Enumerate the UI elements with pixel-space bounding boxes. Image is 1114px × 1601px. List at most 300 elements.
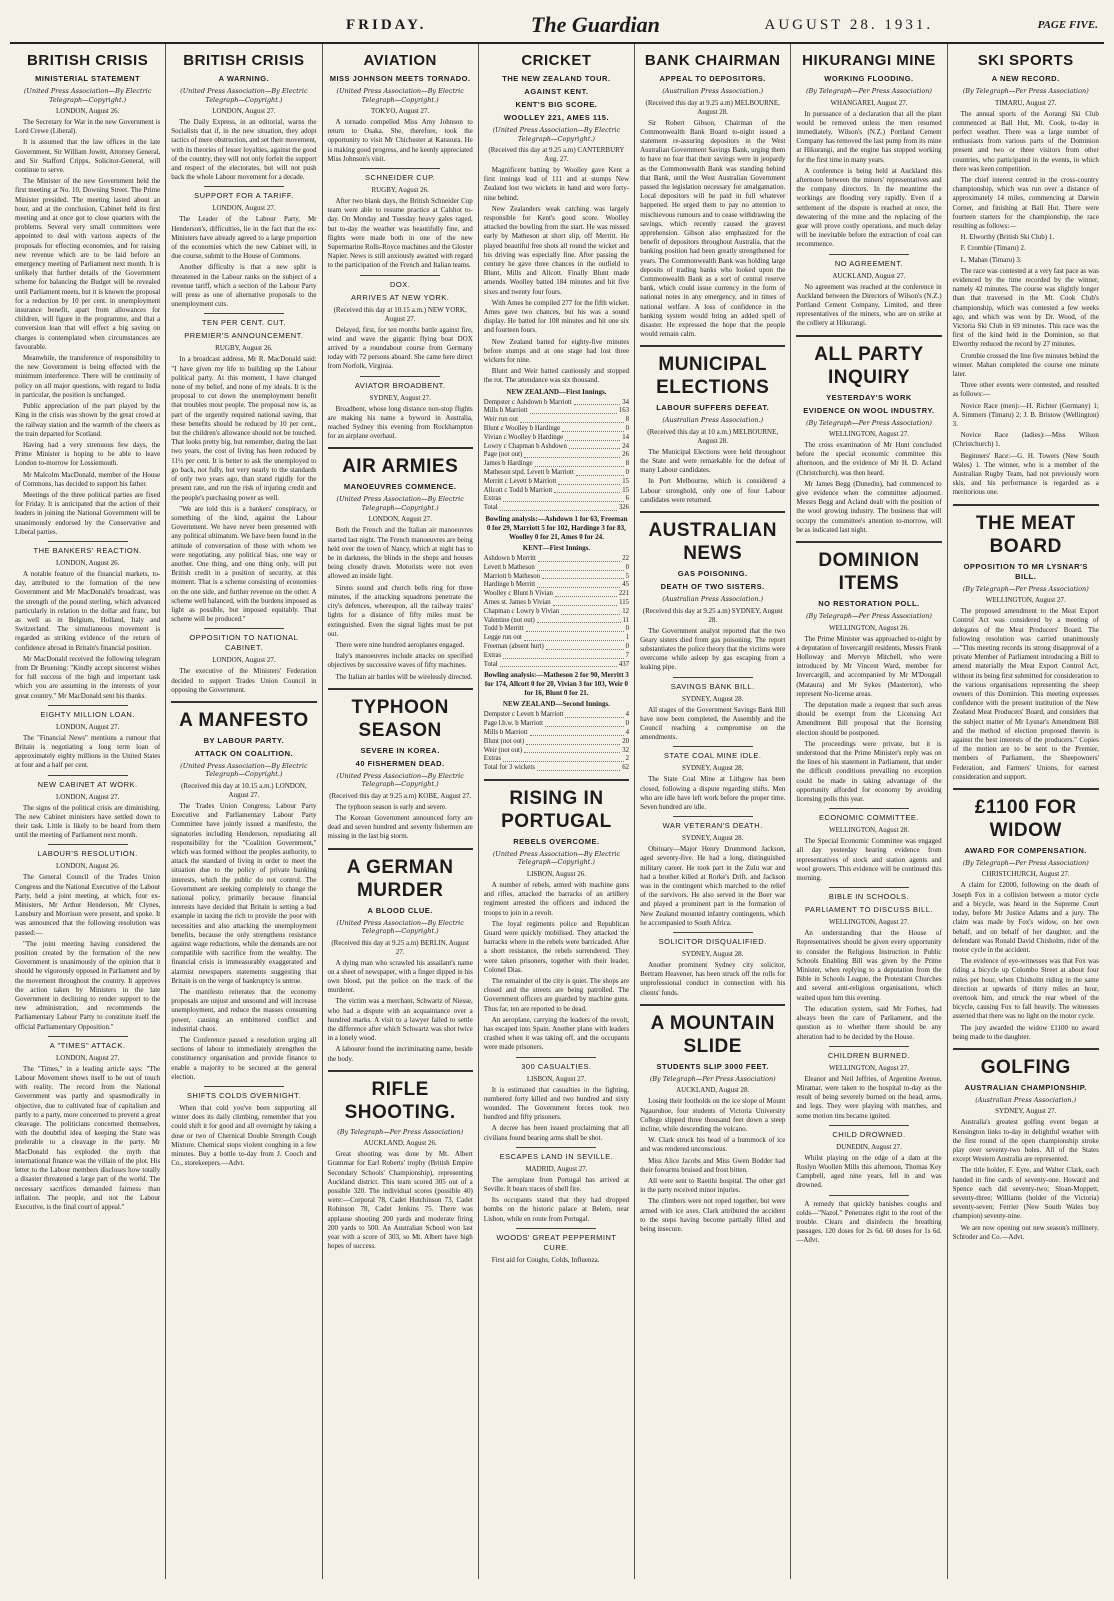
story-dateline: WHANGAREI, August 27. (830, 98, 908, 107)
score-row (484, 407, 629, 416)
masthead-day: FRIDAY. (346, 16, 427, 33)
leader-dots (569, 443, 620, 450)
story (953, 788, 1099, 1042)
story-subheading: NO RESTORATION POLL. (818, 599, 920, 609)
batsman: Mills b Marriott (483, 728, 528, 736)
story-dateline: RUGBY, August 26. (371, 186, 429, 195)
story (171, 313, 316, 624)
leader-dots (503, 755, 623, 762)
batsman: Allcott c Todd b Marriott (483, 486, 553, 494)
story-divider (796, 541, 941, 543)
runs: 4 (625, 711, 630, 719)
story (640, 816, 785, 928)
story-paragraph: Mr Malcolm MacDonald, member of the House of Commons, has decided to support his father. (15, 470, 161, 488)
score-row (484, 573, 629, 582)
story (484, 52, 629, 773)
story-divider (953, 788, 1099, 790)
story-headline: SKI SPORTS (977, 52, 1074, 69)
section-rule (204, 1086, 284, 1087)
story-dateline: (Received this day at 9.25 a.m) MELBOURNE, August 28. (645, 98, 780, 116)
story-subheading: SOLICITOR DISQUALIFIED. (658, 937, 767, 947)
story (171, 701, 316, 1082)
story-paragraph: Magnificent batting by Woolley gave Kent a first innings lead of 111 and at stumps New Zealand lost two wickets in hand and were forty-nine behind. (483, 166, 630, 202)
section-rule (829, 254, 909, 255)
story (796, 1125, 941, 1191)
story-paragraph: It is assumed that the law offices in the late Government, Sir William Jowitt, Attorney General, and Sir Stafford Cripps, Solicitor-General, will continue to serve. (15, 138, 161, 175)
score-row (484, 555, 629, 564)
score-heading: Bowling analysis:—Ashdown 1 for 63, Freeman 0 for 29, Marriott 5 for 102, Hardinge 3 for 83, Woolley 0 for 21, Ames 0 for 24. (485, 515, 628, 542)
score-row (484, 599, 629, 608)
score-row (484, 643, 629, 652)
runs: 6 (625, 495, 630, 503)
story-subheading: A BLOOD CLUE. (367, 905, 433, 915)
story-credit: (By Telegraph—Per Press Association) (337, 1127, 464, 1136)
story-dateline: WELLINGTON, August 28. (828, 826, 909, 835)
story-headline: BRITISH CRISIS (27, 52, 149, 69)
story-paragraph: The State Coal Mine at Lithgow has been closed, following a dispute regarding shifts. Men who are idle have left work before the proper time. Seven hundred are idle. (640, 775, 786, 812)
story-headline: TYPHOON SEASON (351, 696, 449, 741)
leader-dots (503, 495, 623, 502)
story (15, 52, 160, 537)
story-dateline: SYDNEY, August 27. (995, 1107, 1057, 1116)
story (796, 1046, 941, 1121)
score-heading: NEW ZEALAND—Second Innings. (502, 700, 610, 709)
story-dateline: SYDNEY, August 28. (682, 834, 744, 843)
runs: 34 (622, 398, 630, 406)
section-rule (48, 775, 128, 776)
story-credit: (By Telegraph—Per Press Association) (962, 858, 1089, 867)
story-paragraph: Both the French and the Italian air manoeuvres started last night. The French manoeuvres are being held over the town of Nancy, which at night has to be in darkness, the blinds in the shops and houses being closely drawn. Motorists were not even allowed an inside light. (327, 526, 473, 581)
runs: 26 (622, 451, 630, 459)
leader-dots (535, 460, 624, 467)
leader-dots (524, 634, 624, 641)
runs: 115 (619, 599, 630, 607)
story-credit: (By Telegraph—Per Press Association) (805, 87, 932, 95)
leader-dots (542, 573, 624, 580)
score-row (484, 564, 629, 573)
score-row (484, 634, 629, 643)
story-paragraph: The Trades Union Congress, Labour Party Executive and Parliamentary Labour Party Committee have jointly issued a manifesto, the signatories including Henderson, repudiating all responsibility for the "Coalition Government," which was formed without the peoples authority, to attack the standard of living in order to meet the situation due to the policy of private banking interests, which the public do not control. The Government are seeking completely to change the national policy, primarily because financial interests have decided that Britain is setting a bad example in taxing the rich to provide the poor with necessities and also attacking the unemployment benefits, because the only strengthens resistance against wage reductions, while the demands are not compatible with sacrifice from the wealthy. The financial crisis is immeasurably exaggerated and alarmist newspapers statements suggesting that Britain is on the verge of bankruptcy is untrue. (171, 801, 317, 985)
story-dateline: AUCKLAND, August 28. (676, 1086, 750, 1095)
story-paragraph: All were sent to Raetihi hospital. The other girl in the party received minor injuries. (640, 1177, 786, 1195)
leader-dots (565, 711, 623, 718)
section-rule (204, 628, 284, 629)
story-subheading: A WARNING. (218, 74, 270, 83)
column-4 (479, 44, 635, 1579)
batsman: James b Hardinge (483, 460, 533, 468)
story-headline: £1100 FOR WIDOW (974, 796, 1077, 841)
story (796, 808, 941, 883)
story-divider (328, 688, 473, 690)
story-paragraph: A claim for £2000, following on the death of Joseph Fox in a collision between a motor cycle and a bicycle, was heard in the Supreme Court today, before Mr Justice Adams and a jury. The claim was made by Fox's widow, on her own behalf, and on behalf of her daughter, and the defendant was Ronald David Chisholm, rider of the motor cycle in the accident. (952, 881, 1099, 954)
runs: 2 (625, 755, 630, 763)
masthead-title: The Guardian (530, 12, 660, 37)
leader-dots (546, 643, 624, 650)
masthead-date: AUGUST 28. 1931. (764, 16, 934, 33)
story-paragraph: New Zealand batted for eighty-five minutes before stumps and at one stage had lost three wickets for nine. (483, 337, 630, 365)
runs: 11 (622, 616, 630, 624)
story-dateline: RUGBY, August 26. (215, 344, 273, 353)
score-row (484, 581, 629, 590)
section-rule (673, 932, 753, 933)
story-divider (953, 504, 1099, 506)
story-credit: (United Press Association—By Electric Telegraph—Copyright.) (492, 126, 621, 143)
story-paragraph: When that cold you've been supporting all winter does its daily climbing, remember that you could shift it for good and all overnight by taking a dose or two of Chernical Double Strength Cough Mixture. Chemical stops violent coughing in a few minutes. Buy a bottle to-day from J. Cooch and Co., storekeepers.—Advt. (171, 1104, 317, 1168)
batsman: Freeman (absent hurt) (483, 643, 544, 650)
story-paragraph: In pursuance of a declaration that all the plant would be removed unless the men resumed immediately, Wilson's (N.Z.) Portland Cement Company has removed the last pump from its mine at Hikurangi, and the engine has stopped working for the first time in many years. (796, 109, 942, 164)
story-subheading: 300 CASUALTIES. (521, 1061, 592, 1071)
column-1 (10, 44, 166, 1579)
story-paragraph: It is estimated that casualties in the fighting, numbered forty killed and two hundred and sixty wounded. The Government forces took two hundred and fifty prisoners. (483, 1085, 630, 1122)
leader-dots (537, 617, 621, 624)
story-paragraph: New Zealanders weak catching was largely responsible for Kent's good score. Woolley attacked the bowling from the start. He was missed early by Matheson at short slip, off Merritt. He played beautiful free shots all round the wicket and his driving was especially fine. After passing the century he gave three chances in the outfield to Blunt, Mills and Allcott. Finally Blunt made amends. Woolley batted 184 minutes and hit five sixes and twenty four fours. (483, 204, 630, 296)
batsman: Mills b Marriott (483, 407, 528, 415)
story-credit: (United Press Association—By Electric Telegraph—Copyright.) (336, 495, 464, 512)
story-dateline: LONDON, August 26. (55, 862, 120, 871)
story-subheading: SEVERE IN KOREA. (360, 745, 440, 755)
leader-dots (530, 729, 624, 736)
story-headline: BANK CHAIRMAN (644, 52, 781, 69)
story (15, 541, 160, 701)
story-divider (328, 848, 473, 850)
score-row (484, 469, 629, 478)
score-row (484, 738, 629, 747)
runs: 12 (622, 607, 630, 615)
story-paragraph: The proceedings were private, but it is understood that the Prime Minister's reply was on the lines of his statement in Parliament, that under the difficult conditions prevailing no exception could be made in taking advantage of the opportunity afforded for economy by avoiding licensing polls this year. (796, 739, 942, 804)
story-divider (640, 345, 785, 347)
story-subheading: WAR VETERAN'S DEATH. (662, 821, 763, 831)
story-paragraph: The Italian air battles will be wirelessly directed. (335, 672, 473, 681)
story-dateline: WELLINGTON, August 27. (828, 430, 909, 439)
story-dateline: LISBON, August 27. (526, 1074, 586, 1083)
story-paragraph: A tornado compelled Miss Amy Johnson to return to Osaka. She, therefore, took the opportunity to visit Mr Chichester at Katsuura. He is making good progress, and he keenly appreciated Miss Johnson's visit. (327, 118, 473, 163)
story-subheading: SCHNEIDER CUP. (365, 173, 436, 183)
story-subheading: DOX. (389, 279, 411, 289)
column-7 (948, 44, 1104, 1579)
runs: 15 (622, 477, 630, 485)
story-paragraph: The Special Economic Committee was engaged all day yesterday hearing evidence from representatives of stock and station agents and wool growers. This evidence will be continued this morning. (796, 837, 942, 883)
runs: 7 (625, 651, 630, 659)
runs: 437 (618, 660, 630, 668)
story-dateline: LONDON, August 27. (212, 107, 276, 115)
story-divider (796, 335, 941, 337)
story-paragraph: The signs of the political crisis are diminishing. The new Cabinet ministers have settled down to their task. Little is likely to be heard from them until the meeting of Parliament next month. (15, 803, 161, 840)
story-paragraph: Obituary—Major Henry Drummond Jackson, aged seventy-five. He had a long, distinguished military career. He took part in the Zulu war and had a brother killed at Rorke's Drift. and Jackson was in the contingent which marched to the relief of the survivors. He also served in the Boer war and played a prominent part in the formation of New Zealand mounted infantry contingents, which he accompanied to South Africa. (640, 845, 786, 927)
score-row (484, 487, 629, 496)
story (328, 168, 473, 271)
story-divider (171, 701, 316, 703)
runs: 163 (618, 407, 630, 415)
story-paragraph: Italy's manoeuvres include attacks on specified objectives by successive waves of fifty machines. (327, 652, 473, 670)
score-row (484, 443, 629, 452)
score-row (484, 608, 629, 617)
runs: 0 (625, 425, 630, 433)
score-row (484, 460, 629, 469)
score-heading: NEW ZEALAND—First Innings. (506, 387, 607, 396)
story-divider (328, 1070, 473, 1072)
leader-dots (574, 399, 621, 406)
story-paragraph: The victim was a merchant, Schwartz of Niesse, who had a dispute with an acquaintance over a hundred marks. A visit to a lawyer failed to settle the difference after which Schwartz was shot twice in a lonely wood. (327, 997, 473, 1043)
story-dateline: (Received this day at 9.25 a.m) SYDNEY, August 28. (642, 606, 783, 624)
story-paragraph: The Korean Government announced forty are dead and seven hundred and seventy fishermen are missing in the last big storm. (327, 813, 473, 841)
masthead (10, 8, 1104, 44)
story-paragraph: The proposed amendment to the Meat Export Control Act was considered by a meeting of delegates of the Meat Producers' Board. The following resolution was carried unanimously—"This meeting records its strong disapproval of a private Member of Parliament introducing a Bill to amend materially the Meat Export Control Act, without its being first submitted for consideration to the various organisations representing the sheep owners of this Dominion. This meeting expresses confidence with the present institution of the New Zealand Meat Producers' Board, and considers that the subject matter of Mr Lysnar's Amendment Bill and the method of election proposed therein is against the best interests of the producers." Copies of the motion are to be sent to the Premier, members of Parliament, the Sheepowners' Federation, and Farmers' Unions, for earnest consideration and support. (952, 607, 1099, 781)
story-paragraph: Having had a very strenuous few days, the Prime Minister is hoping to be able to leave London to-morrow for Lossiemouth. (15, 440, 161, 468)
section-rule (673, 677, 753, 678)
story-subheading: ECONOMIC COMMITTEE. (819, 813, 919, 823)
story-paragraph: The deputation made a request that such areas should be exempt from the Licensing Act Amendment Bill proposal that the licensing election should be postponed. (796, 701, 942, 737)
leader-dots (561, 608, 620, 615)
story-subheading: TEN PER CENT. CUT. (201, 318, 286, 328)
story-credit: (United Press Association—By Electric Telegraph—Copyright.) (492, 849, 621, 867)
story-headline: MUNICIPAL ELECTIONS (656, 354, 770, 399)
story-credit: (United Press Association—By Electric Telegraph—Copyright.) (23, 87, 152, 104)
runs: 5 (625, 572, 630, 580)
score-row (484, 729, 629, 738)
story-paragraph: We are now opening out new season's millinery. Schroder and Co.—Advt. (952, 1223, 1099, 1241)
story-paragraph: Three other events were contested, and resulted as follows:— (952, 381, 1099, 399)
story-paragraph: There were nine hundred aeroplanes engaged. (335, 640, 465, 649)
story-paragraph: An aeroplane, carrying the leaders of the revolt, has escaped into Spain. Another plane with leaders crashed when it was taking off, and the occupants were made prisoners. (483, 1015, 630, 1052)
story-paragraph: Novice Race (ladies):—Miss Wilson (Christchurch) 1. (952, 431, 1099, 449)
story-headline: RIFLE SHOOTING. (344, 1078, 456, 1123)
story (328, 848, 473, 1064)
story-paragraph: Another difficulty is that a new split is threatened in the Labour ranks on the subject of a revenue tariff, which a section of the Labour Party will press as one of alternative proposals to the unemployment cuts. (171, 263, 317, 309)
story-divider (328, 447, 473, 449)
story-paragraph: H. Elworthy (British Ski Club) 1. (960, 233, 1055, 242)
batsman: Ashdown b Merritt (483, 555, 536, 563)
story-paragraph: The cross examination of Mr Hunt concluded before the special economic committee this afternoon, and the evidence of Mr H. D. Acland (Christchurch), was then heard. (796, 441, 942, 477)
story-dateline: LONDON, August 27. (55, 1053, 120, 1062)
story-headline: AVIATION (363, 52, 437, 69)
story-paragraph: Mr James Begg (Dunedin), had commenced to give evidence when the committee adjourned. Messrs Begg and Acland dealt with the position of the wool growing industry. The business that will occupy the committee's attention to-morrow, will be as indicated last night. (796, 479, 942, 534)
story (15, 844, 160, 1031)
batsman: Total (483, 504, 498, 512)
batsman: Vivian c Woolley b Hardinge (483, 433, 564, 441)
story-subheading: BY LABOUR PARTY. (203, 735, 285, 745)
story (171, 1086, 316, 1168)
story-subheading: AGAINST KENT. (524, 87, 589, 96)
story-subheading: AUSTRALIAN CHAMPIONSHIP. (964, 1082, 1087, 1092)
story-subheading: EIGHTY MILLION LOAN. (40, 709, 135, 719)
leader-dots (524, 747, 620, 754)
story-headline: A MOUNTAIN SLIDE (650, 1012, 775, 1057)
story-paragraph: The chief interest centred in the cross-country championship, which was run over a distance of approximately 14 miles, commencing at Darwin Corner, and finishing at Ball Hut. There were fourteen starters for the championship, the race resulting as follows:— (952, 175, 1099, 230)
runs: 1 (625, 634, 630, 642)
column-3 (323, 44, 479, 1579)
story (796, 52, 941, 250)
section-rule (673, 816, 753, 817)
story-paragraph: The executive of the Ministers' Federation decided to support Trades Union Council in opposing the Government. (171, 667, 317, 694)
score-row (484, 425, 629, 434)
story-divider (640, 511, 785, 513)
score-row (484, 764, 629, 773)
leader-dots (538, 555, 620, 562)
runs: 8 (625, 460, 630, 468)
story-paragraph: All stages of the Government Savings Bank Bill have now been completed, the Assembly and the Council reaching a compromise on the amendments. (640, 705, 786, 742)
story-credit: (Australian Press Association.) (662, 416, 764, 425)
story-subheading: BIBLE IN SCHOOLS. (828, 892, 910, 902)
story-dateline: (Received this day at 9.25 a.m) KOBE, August 27. (329, 791, 472, 800)
story-dateline: LONDON, August 26. (55, 558, 120, 567)
story (640, 511, 785, 673)
leader-dots (526, 625, 624, 632)
story-dateline: LISBON, August 26. (526, 869, 586, 878)
batsman: Woolley c Blunt b Vivian (483, 590, 553, 598)
story-dateline: (Received this day at 9.25 a.m) BERLIN, August 27. (331, 938, 469, 956)
story-credit: (United Press Association—By Electric Telegraph—Copyright.) (180, 761, 308, 779)
story-paragraph: The Prime Minister was approached to-night by a deputation of Invercargill residents, Messrs Frank Holloway and Mervyn Mitchell, who were introduced by Mr Vincent Ward, member for Invercargill, and accompanied by Mr M'Dougall (Mataura) and Mr Sykes (Masterton), who represent No-license areas. (796, 634, 942, 698)
story-paragraph: Whilst playing on the edge of a dam at the Roslyn Woollen Mills this afternoon, Thomas Key Campbell, aged nine years, fell in and was drowned. (796, 1153, 942, 1190)
score-row (484, 617, 629, 626)
story-dateline: LONDON, August 27. (55, 722, 120, 731)
score-row (484, 747, 629, 756)
story-paragraph: Meetings of the three political parties are fixed for Friday. It is anticipated that the action of their leaders in joining the National Government will be unanimously endorsed by the Conservative and Liberal parties. (15, 490, 161, 536)
story (640, 52, 785, 339)
story-paragraph: A decree has been issued proclaiming that all civilians found bearing arms shall be shot. (483, 1124, 630, 1142)
runs: 45 (622, 581, 630, 589)
story-paragraph: Beginners' Race:—G. H. Towers (New South Wales) 1. The winner, who is a member of the Australian Rugby Team, had not previously worn skis, and his performance is regarded as a meritorious one. (952, 451, 1099, 497)
story-paragraph: After two blank days, the British Schneider Cup team were able to resume practice at Calshot to-day. On Monday and Tuesday heavy gales raged, but to-day the weather was beautifully fine, and flights were made both in one of the new Supermarine Rolls-Royce machines and the Gloster Napier. News is still anxiously awaited with regard to the participation of the French and Italian teams. (327, 197, 473, 270)
story-dateline: MADRID, August 27. (525, 1164, 588, 1173)
story (328, 52, 473, 164)
story-subheading: YESTERDAY'S WORK (826, 392, 912, 402)
score-row (484, 451, 629, 460)
section-rule (48, 1036, 128, 1037)
story-dateline: (Received this day at 10.15 a.m.) NEW YORK, August 27. (333, 305, 467, 323)
story (484, 1228, 629, 1265)
section-rule (360, 275, 440, 276)
story-paragraph: Eleanor and Neil Jeffries, of Argentine Avenue, Miramar, were taken to the hospital to-day as the result of being severely burned on the head, arms, and legs. They were playing with matches, and some motion tins became ignited. (796, 1074, 942, 1120)
story-paragraph: The aeroplane from Portugal has arrived at Seville. It bears traces of shell fire. (483, 1175, 630, 1194)
story-dateline: SYDNEY, August 28. (682, 950, 744, 959)
score-row (484, 755, 629, 764)
story-credit: (United Press Association—By Electric Telegraph—Copyright.) (336, 771, 464, 789)
batsman: Extras (483, 755, 502, 763)
runs: 326 (618, 504, 630, 512)
story-paragraph: Its occupants stated that they had dropped bombs on the historic palace at Belem, near Lisbon, while en route from Portugal. (483, 1196, 630, 1223)
story-paragraph: Another prominent Sydney city solicitor, Bertram Heavener, has been struck off the rolls for unprofessional conduct in connection with his clients' funds. (640, 961, 786, 997)
story-subheading: LABOUR'S RESOLUTION. (37, 849, 138, 859)
story-paragraph: An understanding that the House of Representatives should be given every opportunity to consider the Religious Instruction in Public Schools Enabling Bill was given by the Prime Minister, when replying to a deputation from the Bible in Schools League, the Protestant Churches and several anti-religious organisations, which waited upon him this evening. (796, 929, 942, 1002)
story-subheading: NEW CABINET AT WORK. (37, 779, 138, 789)
story-headline: AUSTRALIAN NEWS (648, 520, 777, 565)
column-6 (791, 44, 947, 1579)
story-paragraph: With Ames he compiled 277 for the fifth wicket. Ames gave two chances, but his was a sound display. He batted for 108 minutes and hit one six and fourteen fours. (483, 298, 630, 335)
story (796, 1195, 941, 1246)
runs: 24 (622, 442, 630, 450)
story (328, 275, 473, 372)
story-paragraph: The Minister of the new Government held the first meeting at No. 10, Downing Street. The Prime Minister presided. The meeting lasted about an hour, and at the conclusion, Cabinet held its first meeting and at once got to close quarters with the problems. Several very small committees were appointed to deal with various aspects of the proposals for effecting economies, and for raising new revenue which are to be laid before an emergency meeting of Parliament next month. It is unlikely that further details of the Government scheme for balancing the Budget will be revealed until Parliament meets, but it is known the proposal for a reduction by 10 per cent. in unemployment insurance benefit, apart from allowances for children, will figure in the programme, and that a conversion loan that will effect a big saving on charges is contemplated when circumstances are favourable. (15, 177, 161, 351)
column-2 (166, 44, 322, 1579)
story-paragraph: The Secretary for War in the new Government is Lord Crewe (Liberal). (15, 118, 161, 136)
story-subheading: APPEAL TO DEPOSITORS. (659, 74, 766, 83)
story-subheading: STATE COAL MINE IDLE. (663, 751, 762, 761)
story-headline: A GERMAN MURDER (346, 856, 454, 901)
story-subheading: A NEW RECORD. (991, 74, 1060, 83)
story-subheading: ESCAPES LAND IN SEVILLE. (499, 1151, 614, 1161)
story-subheading: LABOUR SUFFERS DEFEAT. (656, 403, 770, 413)
story-dateline: CHRISTCHURCH, August 27. (981, 870, 1070, 879)
story-paragraph: Miss Alice Jacobs and Miss Gwen Bodder had their forearms bruised and frost bitten. (640, 1156, 786, 1174)
batsman: Ames st. James b Vivian (483, 599, 551, 607)
batsman: Hardinge b Merritt (483, 581, 536, 589)
batsman: Matheson stpd. Levett b Marriott (483, 469, 574, 477)
story-paragraph: Meanwhile, the transference of responsibility to the new Government is being effected with the minimum interference. There will be continuity of policy on all major questions, with regard to India in particular, the position is unchanged. (15, 354, 161, 399)
story-credit: (By Telegraph—Per Press Association) (962, 584, 1089, 593)
story-subheading: EVIDENCE ON WOOL INDUSTRY. (803, 405, 935, 415)
leader-dots (553, 599, 617, 606)
runs: 8 (625, 416, 630, 424)
story-subheading: 40 FISHERMEN DEAD. (355, 758, 445, 768)
story-dateline: LONDON, August 27. (368, 515, 432, 524)
story-subheading: GAS POISONING. (677, 569, 748, 579)
leader-dots (526, 738, 620, 745)
section-rule (360, 376, 440, 377)
runs: 0 (625, 469, 630, 477)
story-dateline: AUCKLAND, August 26. (363, 1139, 437, 1148)
story-paragraph: A labourer found the incriminating name, beside the body. (327, 1045, 473, 1063)
runs: 32 (622, 746, 630, 754)
leader-dots (558, 478, 620, 485)
section-rule (48, 541, 128, 542)
runs: 20 (622, 737, 630, 745)
story-paragraph: The education system, said Mr Forbes, had always been the care of Parliament, and the question as to whether there should be any alteration had to be decided by the House. (796, 1004, 942, 1041)
story-paragraph: The Government analyst reported that the two Geary sisters died from gas poisoning. The report substantiates the police theory that the victims were overcome while asleep by gas escaping from a leaking pipe. (640, 626, 786, 672)
section-rule (673, 746, 753, 747)
story (171, 52, 316, 182)
runs: 4 (625, 728, 630, 736)
batsman: Levett b Matheson (483, 563, 535, 571)
runs: 0 (625, 563, 630, 571)
story-paragraph: The Municipal Elections were held throughout the State and were remarkable for the defeat of many Labour candidates. (640, 447, 786, 475)
leader-dots (545, 720, 624, 727)
story-paragraph: Australia's greatest golfing event began at Kensington links to-day in delightful weather with the first round of the open championship stroke play over seventy-two holes. All of the States except Western Australia are represented. (952, 1118, 1099, 1164)
runs: 14 (622, 433, 630, 441)
section-rule (829, 1125, 909, 1126)
newspaper-page (10, 8, 1104, 1583)
story-paragraph: The General Council of the Trades Union Congress and the National Executive of the Labour Party, held a joint meeting, at which, four ex-Ministers, Mr Arthur Henderson, Mr Clynes, Lansbury and Morrison were present, and spoke. It was announced that the following resolution was passed:— (15, 873, 161, 937)
leader-dots (565, 434, 620, 441)
story (640, 932, 785, 998)
story-subheading: REBELS OVERCOME. (513, 836, 600, 846)
story-dateline: LONDON, August 27. (212, 204, 276, 213)
story-dateline: AUCKLAND, August 27. (832, 271, 906, 280)
story-credit: (United Press Association—By Electric Telegraph—Copyright.) (180, 87, 308, 104)
story (796, 254, 941, 329)
score-row (484, 711, 629, 720)
story-subheading: ARRIVES AT NEW YORK. (350, 292, 450, 302)
story-dateline: LONDON, August 26. (55, 107, 120, 115)
story-paragraph: Blunt and Weir batted cautiously and stopped the rot. The attendance was six thousand. (483, 367, 630, 385)
story-paragraph: The "Times," in a leading article says: "The Labour Movement shows itself to be out of touch with reality. The record from the National Government was partly and spasmodically in objective, due to cultivated fear of capitalism and partly to a party, more concerned to prevent a great cleavage. The politicians concerned themselves, with the doubtful idea of keeping the State was preferable to a cleavage in the party. Mr MacDonald has exploded the myth that international finance was the villain of the plot. His letter to the Labour members discloses how totally a disaster threatened a large part of the world. The necessary sacrifices demanded fairness than inflation. The people, and not the Labour Executive, is the final court of appeal." (15, 1064, 161, 1211)
batsman: Todd b Merritt (483, 625, 524, 633)
columns (10, 44, 1104, 1579)
batsman: Extras (483, 651, 502, 659)
story (171, 186, 316, 309)
story-subheading: WOOLLEY 221, AMES 115. (503, 113, 610, 122)
runs: 0 (625, 720, 630, 728)
score-row (484, 434, 629, 443)
batsman: Marriott b Matheson (483, 572, 541, 580)
score-row (484, 661, 629, 670)
story-paragraph: Losing their footholds on the ice slope of Mount Ngauruhoe, four students of Victoria University College slipped three thousand feet down a steep incline, while descending the volcano. (640, 1097, 786, 1133)
story-paragraph: The annual sports of the Aorangi Ski Club commenced at Ball Hut, Mt. Cook, to-day in perfect weather. There was a large number of enthusiasts from various parts of the Dominion present and two or three visitors from other countries, who participated in the events, in which there was keen competition. (952, 109, 1099, 173)
batsman: Page (not out) (483, 451, 523, 459)
story-headline: BRITISH CRISIS (183, 52, 305, 69)
story-subheading: WORKING FLOODING. (824, 74, 914, 83)
story-paragraph: "The joint meeting having considered the position created by the formation of the new Government is unanimously of the opinion that it should be vigorously opposed in Parliament and by the movement throughout the country. It approves the action taken by Ministers in the late Government in declining to render support to the new administration, and recommends the Parliamentary Labour Party to constitute itself the official Parliamentary Opposition." (15, 939, 161, 1031)
